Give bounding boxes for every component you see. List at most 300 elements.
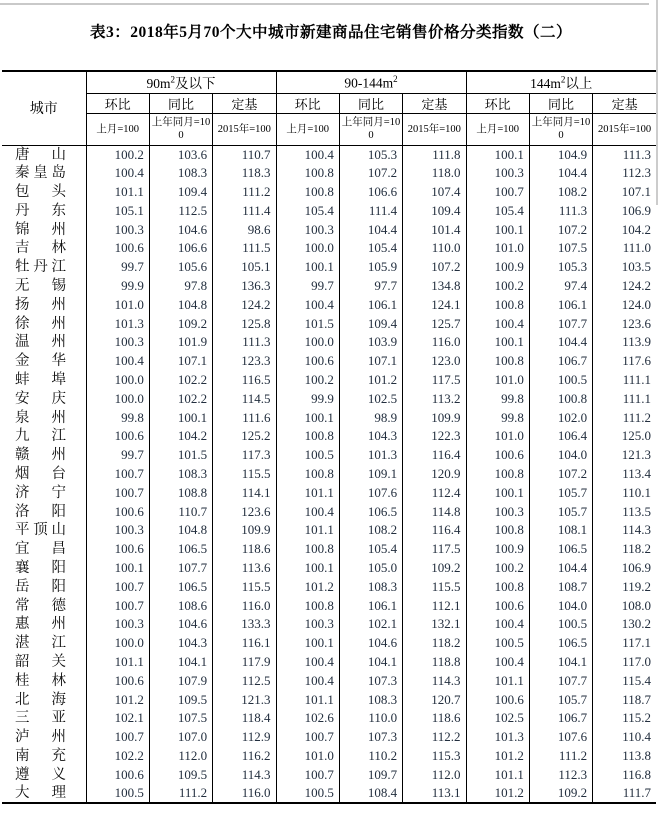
value-cell: 107.2 (529, 465, 592, 484)
value-cell: 102.5 (466, 709, 529, 728)
value-cell: 106.5 (529, 540, 592, 559)
city-cell (2, 540, 86, 559)
value-cell: 100.1 (466, 333, 529, 352)
table-row (2, 277, 656, 296)
value-cell: 119.2 (622, 578, 651, 594)
city-cell (2, 765, 86, 784)
city-name: 安庆 (15, 390, 66, 407)
value-cell: 112.5 (149, 201, 212, 220)
base-header: 上年同月=100 (339, 113, 402, 145)
base-header: 2015年=100 (213, 113, 276, 145)
value-cell: 107.7 (149, 559, 212, 578)
value-cell: 100.4 (466, 314, 529, 333)
value-cell: 104.6 (149, 220, 212, 239)
value-cell: 113.6 (213, 559, 276, 578)
base-header: 上月=100 (86, 113, 149, 145)
value-cell: 106.4 (529, 427, 592, 446)
value-cell: 121.3 (621, 447, 651, 463)
measure-header: 环比 (86, 93, 149, 113)
group-label-suffix: 以上 (565, 76, 593, 92)
value-cell: 111.6 (213, 408, 276, 427)
table-row (2, 295, 656, 314)
value-cell: 113.2 (403, 389, 466, 408)
value-cell: 100.1 (276, 408, 339, 427)
city-cell (2, 427, 86, 446)
value-cell: 102.1 (86, 709, 149, 728)
city-cell (2, 521, 86, 540)
value-cell: 100.3 (276, 220, 339, 239)
value-cell: 104.9 (529, 145, 592, 164)
value-cell: 118.2 (403, 634, 466, 653)
value-cell: 101.1 (86, 653, 149, 672)
value-cell: 100.4 (86, 352, 149, 371)
value-cell: 111.7 (622, 784, 651, 800)
city-name: 桂林 (15, 672, 66, 689)
city-name: 惠州 (15, 616, 66, 633)
city-cell (2, 596, 86, 615)
table-row (2, 465, 656, 484)
value-cell: 123.3 (213, 352, 276, 371)
value-cell: 102.6 (276, 709, 339, 728)
value-cell: 111.0 (622, 240, 651, 256)
value-cell: 100.8 (466, 352, 529, 371)
city-name: 湛江 (15, 635, 66, 652)
value-cell: 100.8 (276, 183, 339, 202)
value-cell: 118.3 (213, 164, 276, 183)
value-cell: 105.7 (529, 483, 592, 502)
value-cell: 114.3 (403, 671, 466, 690)
table-row (2, 690, 656, 709)
value-cell: 101.9 (149, 333, 212, 352)
value-cell: 100.0 (86, 371, 149, 390)
value-cell: 101.1 (466, 765, 529, 784)
value-cell: 108.2 (529, 183, 592, 202)
frame-top-border (0, 3, 649, 5)
group-label: 90-144m (344, 75, 394, 90)
value-cell: 100.1 (276, 634, 339, 653)
value-cell: 114.8 (403, 502, 466, 521)
value-cell: 116.0 (213, 596, 276, 615)
city-column-header: 城市 (2, 71, 86, 145)
city-cell (2, 258, 86, 277)
city-name: 唐山 (15, 146, 66, 163)
value-cell: 104.6 (149, 615, 212, 634)
superscript: 2 (560, 74, 566, 85)
value-cell: 100.6 (86, 239, 149, 258)
city-name: 遵义 (15, 766, 66, 783)
city-cell (2, 502, 86, 521)
value-cell: 111.3 (529, 201, 592, 220)
value-cell: 113.4 (622, 465, 651, 481)
value-cell: 100.0 (86, 389, 149, 408)
value-cell: 100.6 (86, 427, 149, 446)
value-cell: 104.4 (529, 164, 592, 183)
value-cell: 112.9 (213, 728, 276, 747)
value-cell: 112.0 (403, 765, 466, 784)
table-row (2, 521, 656, 540)
value-cell: 104.4 (529, 333, 592, 352)
table-row (2, 258, 656, 277)
value-cell: 106.6 (339, 183, 402, 202)
value-cell: 116.0 (403, 333, 466, 352)
value-cell: 102.2 (86, 747, 149, 766)
value-cell: 99.8 (86, 408, 149, 427)
city-cell (2, 220, 86, 239)
value-cell: 125.0 (621, 428, 651, 444)
table-row (2, 145, 656, 164)
value-cell: 110.7 (149, 502, 212, 521)
city-name: 三亚 (15, 710, 66, 727)
value-cell: 100.8 (466, 295, 529, 314)
value-cell: 130.2 (621, 616, 651, 632)
value-cell: 107.7 (529, 671, 592, 690)
table-row (2, 352, 656, 371)
value-cell: 101.4 (403, 220, 466, 239)
value-cell: 100.3 (86, 333, 149, 352)
value-cell: 104.1 (149, 653, 212, 672)
value-cell: 104.0 (529, 446, 592, 465)
measure-header: 定基 (403, 93, 466, 113)
city-cell (2, 389, 86, 408)
value-cell: 103.5 (621, 259, 651, 275)
value-cell: 111.2 (622, 409, 651, 425)
table-row (2, 559, 656, 578)
value-cell: 99.7 (86, 446, 149, 465)
value-cell: 117.0 (622, 653, 651, 669)
value-cell: 100.4 (86, 164, 149, 183)
city-name: 无锡 (15, 277, 66, 294)
city-cell (2, 314, 86, 333)
city-name: 秦皇岛 (15, 165, 66, 182)
value-cell: 101.5 (276, 314, 339, 333)
value-cell: 106.1 (529, 295, 592, 314)
value-cell: 105.4 (276, 201, 339, 220)
value-cell: 111.4 (213, 201, 276, 220)
value-cell: 100.8 (276, 465, 339, 484)
group-header-row (2, 71, 656, 93)
value-cell: 115.2 (622, 710, 651, 726)
value-cell: 110.4 (622, 729, 651, 745)
city-cell (2, 465, 86, 484)
value-cell: 123.0 (403, 352, 466, 371)
value-cell: 100.4 (466, 615, 529, 634)
value-cell: 106.5 (149, 577, 212, 596)
city-name: 温州 (15, 334, 66, 351)
table-row (2, 596, 656, 615)
table-row (2, 483, 656, 502)
superscript: 2 (170, 74, 176, 85)
table-row (2, 671, 656, 690)
value-cell: 109.1 (339, 465, 402, 484)
city-name: 洛阳 (15, 503, 66, 520)
value-cell: 117.9 (213, 653, 276, 672)
value-cell: 105.6 (149, 258, 212, 277)
value-cell: 105.1 (86, 201, 149, 220)
value-cell: 113.8 (622, 747, 651, 763)
value-cell: 101.1 (86, 183, 149, 202)
value-cell: 109.9 (403, 408, 466, 427)
group-header-90-and-below (86, 71, 276, 93)
value-cell: 109.5 (149, 765, 212, 784)
value-cell: 111.1 (622, 371, 651, 387)
table-row (2, 427, 656, 446)
measure-header: 定基 (593, 93, 656, 113)
city-cell (2, 483, 86, 502)
value-cell: 118.2 (622, 541, 651, 557)
city-name: 包头 (15, 183, 66, 200)
value-cell: 104.4 (529, 559, 592, 578)
value-cell: 100.7 (276, 765, 339, 784)
value-cell: 107.2 (339, 164, 402, 183)
value-cell: 136.3 (213, 277, 276, 296)
city-name: 平顶山 (15, 522, 66, 539)
value-cell: 132.1 (403, 615, 466, 634)
table-row (2, 765, 656, 784)
value-cell: 108.3 (149, 465, 212, 484)
city-cell (2, 183, 86, 202)
value-cell: 101.3 (339, 446, 402, 465)
group-label: 144m (530, 76, 561, 92)
value-cell: 101.2 (339, 371, 402, 390)
value-cell: 105.3 (339, 145, 402, 164)
value-cell: 104.4 (339, 220, 402, 239)
value-cell: 100.7 (466, 183, 529, 202)
value-cell: 110.2 (339, 747, 402, 766)
value-cell: 104.6 (339, 634, 402, 653)
value-cell: 107.5 (149, 709, 212, 728)
value-cell: 104.1 (339, 653, 402, 672)
city-name: 九江 (15, 428, 66, 445)
value-cell: 108.6 (149, 596, 212, 615)
city-name: 常德 (15, 597, 66, 614)
value-cell: 113.5 (622, 503, 651, 519)
value-cell: 101.0 (86, 295, 149, 314)
value-cell: 101.0 (276, 747, 339, 766)
value-cell: 124.2 (213, 295, 276, 314)
value-cell: 106.7 (529, 352, 592, 371)
city-cell (2, 634, 86, 653)
value-cell: 109.4 (403, 201, 466, 220)
value-cell: 105.7 (529, 690, 592, 709)
value-cell: 101.2 (466, 747, 529, 766)
city-name: 金华 (15, 353, 66, 370)
table-row (2, 201, 656, 220)
value-cell: 100.0 (276, 333, 339, 352)
value-cell: 116.8 (622, 766, 651, 782)
value-cell: 100.7 (86, 596, 149, 615)
value-cell: 101.2 (276, 577, 339, 596)
city-name: 大理 (15, 784, 66, 801)
value-cell: 100.8 (276, 427, 339, 446)
value-cell: 112.3 (622, 165, 651, 181)
value-cell: 115.5 (213, 577, 276, 596)
value-cell: 101.1 (276, 483, 339, 502)
value-cell: 114.5 (213, 389, 276, 408)
value-cell: 116.4 (403, 521, 466, 540)
value-cell: 100.9 (466, 258, 529, 277)
city-cell (2, 201, 86, 220)
city-cell (2, 577, 86, 596)
city-name: 赣州 (15, 447, 66, 464)
value-cell: 100.4 (276, 671, 339, 690)
value-cell: 100.3 (86, 521, 149, 540)
city-name: 徐州 (15, 315, 66, 332)
value-cell: 107.1 (339, 352, 402, 371)
city-cell (2, 295, 86, 314)
value-cell: 108.4 (339, 784, 402, 803)
value-cell: 107.3 (339, 671, 402, 690)
value-cell: 106.6 (149, 239, 212, 258)
table-row (2, 220, 656, 239)
measure-header-row (2, 93, 656, 113)
value-cell: 100.8 (276, 164, 339, 183)
value-cell: 115.5 (213, 465, 276, 484)
value-cell: 101.0 (466, 371, 529, 390)
table-row (2, 446, 656, 465)
value-cell: 100.8 (466, 521, 529, 540)
value-cell: 105.3 (529, 258, 592, 277)
value-cell: 100.5 (529, 371, 592, 390)
value-cell: 111.3 (622, 146, 651, 162)
value-cell: 104.3 (149, 634, 212, 653)
value-cell: 100.0 (86, 634, 149, 653)
value-cell: 100.4 (466, 653, 529, 672)
value-cell: 108.2 (339, 521, 402, 540)
value-cell: 112.1 (403, 596, 466, 615)
city-name: 锦州 (15, 221, 66, 238)
value-cell: 99.7 (276, 277, 339, 296)
value-cell: 111.2 (149, 784, 212, 803)
value-cell: 125.2 (213, 427, 276, 446)
value-cell: 100.6 (466, 446, 529, 465)
table-row (2, 333, 656, 352)
value-cell: 125.7 (403, 314, 466, 333)
city-name: 韶关 (15, 653, 66, 670)
value-cell: 109.4 (149, 183, 212, 202)
value-cell: 107.6 (529, 728, 592, 747)
city-cell (2, 690, 86, 709)
measure-header: 环比 (466, 93, 529, 113)
value-cell: 100.1 (149, 408, 212, 427)
value-cell: 111.8 (403, 145, 466, 164)
value-cell: 116.0 (213, 784, 276, 803)
value-cell: 107.2 (529, 220, 592, 239)
value-cell: 113.1 (403, 784, 466, 803)
measure-header: 定基 (213, 93, 276, 113)
value-cell: 118.4 (213, 709, 276, 728)
value-cell: 123.6 (621, 315, 651, 331)
value-cell: 100.4 (276, 653, 339, 672)
value-cell: 104.0 (529, 596, 592, 615)
value-cell: 115.4 (622, 672, 651, 688)
value-cell: 108.7 (529, 577, 592, 596)
city-name: 岳阳 (15, 578, 66, 595)
group-label: 90m (146, 76, 171, 92)
value-cell: 102.0 (529, 408, 592, 427)
value-cell: 101.1 (276, 521, 339, 540)
value-cell: 117.5 (403, 371, 466, 390)
value-cell: 107.1 (621, 183, 651, 199)
value-cell: 100.7 (86, 465, 149, 484)
measure-header: 同比 (339, 93, 402, 113)
city-cell (2, 333, 86, 352)
value-cell: 105.4 (339, 239, 402, 258)
value-cell: 116.1 (213, 634, 276, 653)
city-cell (2, 352, 86, 371)
value-cell: 101.1 (466, 671, 529, 690)
value-cell: 116.2 (213, 747, 276, 766)
value-cell: 100.5 (276, 446, 339, 465)
city-cell (2, 164, 86, 183)
value-cell: 102.5 (339, 389, 402, 408)
value-cell: 100.1 (276, 559, 339, 578)
value-cell: 100.8 (276, 540, 339, 559)
value-cell: 101.1 (276, 690, 339, 709)
group-header-144-above (466, 71, 656, 93)
city-cell (2, 747, 86, 766)
city-name: 泸州 (15, 729, 66, 746)
value-cell: 122.3 (403, 427, 466, 446)
value-cell: 104.3 (339, 427, 402, 446)
measure-header: 同比 (149, 93, 212, 113)
value-cell: 107.1 (149, 352, 212, 371)
value-cell: 100.6 (466, 690, 529, 709)
value-cell: 100.9 (466, 540, 529, 559)
table-row (2, 164, 656, 183)
city-cell (2, 653, 86, 672)
value-cell: 118.8 (403, 653, 466, 672)
table-row (2, 709, 656, 728)
value-cell: 107.7 (529, 314, 592, 333)
value-cell: 111.2 (529, 747, 592, 766)
value-cell: 101.5 (149, 446, 212, 465)
table-row (2, 183, 656, 202)
value-cell: 107.4 (403, 183, 466, 202)
value-cell: 99.8 (466, 408, 529, 427)
table-row (2, 784, 656, 803)
value-cell: 107.0 (149, 728, 212, 747)
city-name: 牡丹江 (15, 259, 66, 276)
value-cell: 116.5 (213, 371, 276, 390)
value-cell: 124.2 (621, 277, 651, 293)
table-row (2, 653, 656, 672)
value-cell: 105.4 (466, 201, 529, 220)
price-index-table (2, 70, 656, 804)
value-cell: 118.6 (403, 709, 466, 728)
value-cell: 101.2 (466, 784, 529, 803)
table-row (2, 747, 656, 766)
value-cell: 108.3 (339, 690, 402, 709)
value-cell: 120.7 (403, 690, 466, 709)
value-cell: 100.3 (466, 164, 529, 183)
value-cell: 107.5 (529, 239, 592, 258)
city-name: 扬州 (15, 296, 66, 313)
group-header-90-144 (276, 71, 466, 93)
value-cell: 100.7 (86, 483, 149, 502)
value-cell: 112.2 (403, 728, 466, 747)
value-cell: 100.8 (529, 389, 592, 408)
value-cell: 117.1 (622, 635, 651, 651)
value-cell: 100.5 (529, 615, 592, 634)
value-cell: 118.7 (622, 691, 651, 707)
value-cell: 108.0 (621, 597, 651, 613)
value-cell: 102.1 (339, 615, 402, 634)
value-cell: 99.9 (86, 277, 149, 296)
value-cell: 106.9 (621, 559, 651, 575)
value-cell: 100.5 (466, 634, 529, 653)
value-cell: 106.7 (529, 709, 592, 728)
value-cell: 100.1 (466, 220, 529, 239)
